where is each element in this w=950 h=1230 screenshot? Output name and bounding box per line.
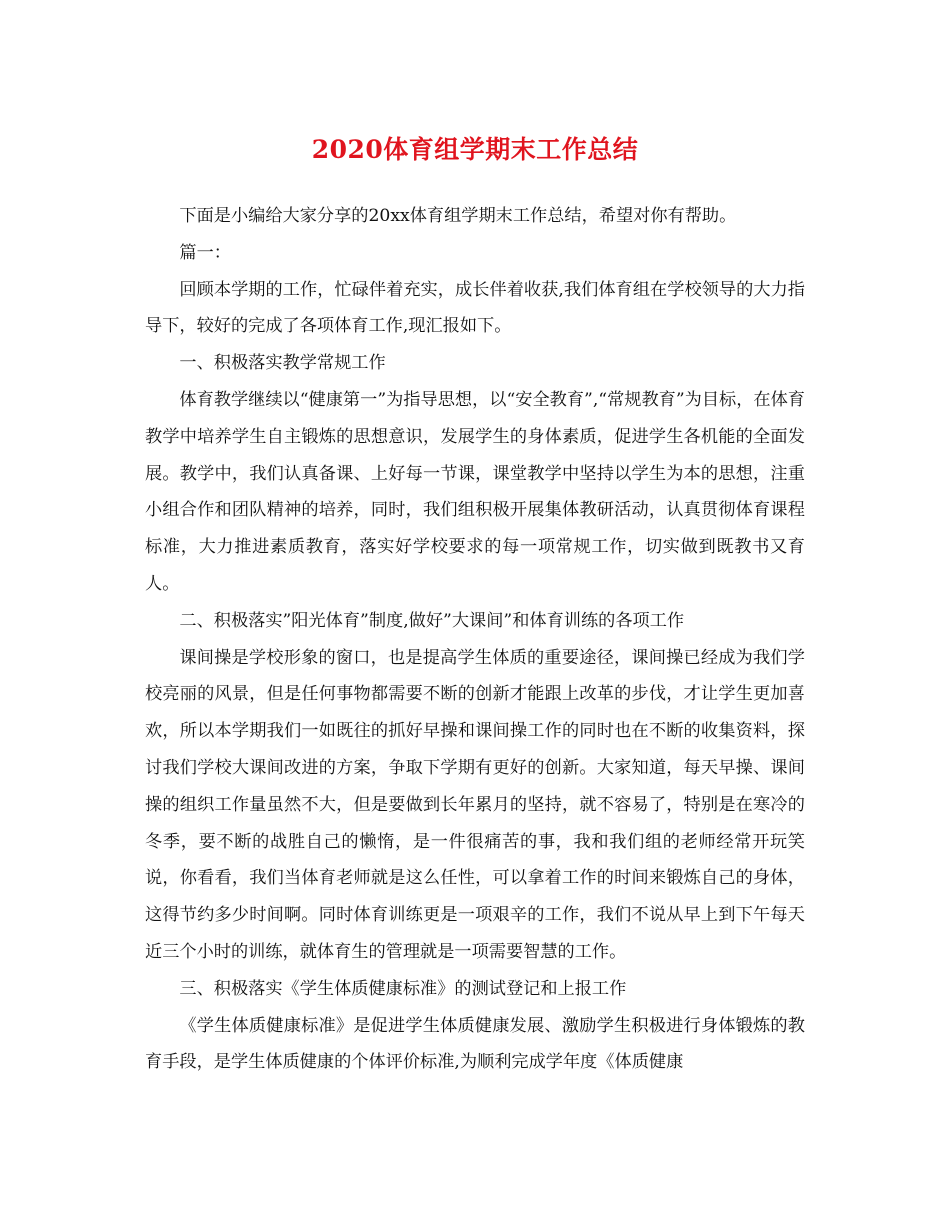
paragraph-part-one-label: 篇一：: [179, 242, 231, 263]
document-body: [145, 198, 805, 1081]
paragraph-fitness-standard: 《学生体质健康标准》是促进学生体质健康发展、激励学生积极进行身体锻炼的教育手段，是学生体质健康的个体评价标准,为顺利完成学年度《体质健康: [145, 1015, 805, 1073]
paragraph-exercise: 课间操是学校形象的窗口，也是提高学生体质的重要途径，课间操已经成为我们学校亮丽的风景，但是任何事物都需要不断的创新才能跟上改革的步伐，才让学生更加喜欢，所以本学期我们一如既往的抓好早操和课间操工作的同时也在不断的收集资料，探讨我们学校大课间改进的方案，争取下学期有更好的创新。大家知道，每天早操、课间操的组织工作量虽然不大，但是要做到长年累月的坚持，就不容易了，特别是在寒冷的冬季，要不断的战胜自己的懒惰，是一件很痛苦的事，我和我们组的老师经常开玩笑说，你看看，我们当体育老师就是这么任性，可以拿着工作的时间来锻炼自己的身体，这得节约多少时间啊。同时体育训练更是一项艰辛的工作，我们不说从早上到下午每天近三个小时的训练，就体育生的管理就是一项需要智慧的工作。: [145, 647, 805, 962]
document-title: 2020体育组学期末工作总结: [311, 135, 639, 164]
section-heading-2: 二、积极落实”阳光体育”制度,做好”大课间”和体育训练的各项工作: [179, 610, 685, 631]
section-heading-1: 一、积极落实教学常规工作: [179, 353, 386, 374]
section-heading-3: 三、积极落实《学生体质健康标准》的测试登记和上报工作: [179, 978, 627, 999]
paragraph-teaching: 体育教学继续以“健康第一”为指导思想，以“安全教育”,“常规教育”为目标，在体育教学中培养学生自主锻炼的思想意识，发展学生的身体素质，促进学生各机能的全面发展。教学中，我们认真备课、上好每一节课，课堂教学中坚持以学生为本的思想，注重小组合作和团队精神的培养，同时，我们组积极开展集体教研活动，认真贯彻体育课程标准，大力推进素质教育，落实好学校要求的每一项常规工作，切实做到既教书又育人。: [145, 389, 805, 594]
paragraph-intro: 下面是小编给大家分享的20xx体育组学期末工作总结，希望对你有帮助。: [179, 206, 737, 226]
paragraph-review: 回顾本学期的工作，忙碌伴着充实，成长伴着收获,我们体育组在学校领导的大力指导下，较好的完成了各项体育工作,现汇报如下。: [145, 279, 805, 337]
